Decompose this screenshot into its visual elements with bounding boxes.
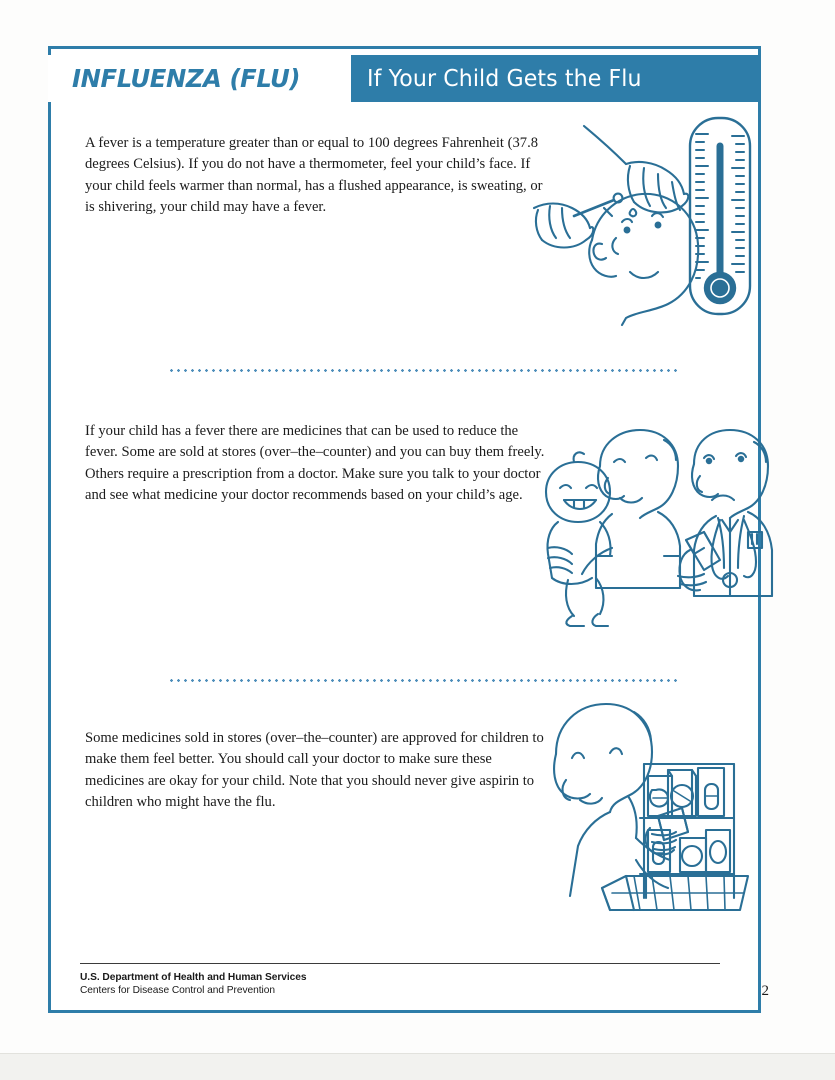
banner-title-block	[48, 55, 351, 102]
section-paragraph: Some medicines sold in stores (over–the–counter) are approved for children to make them feel better. You should call your doctor to make sure these medicines are okay for your child. Note that you should never give aspirin to children who might have the flu.	[85, 729, 544, 811]
section-paragraph: If your child has a fever there are medicines that can be used to reduce the fever. Some are sold at stores (over–the–counter) and you can buy them freely. Others require a prescription from a doctor. Make sure you talk to your doctor and see what medicine your doctor recommends based on your child’s age.	[85, 422, 545, 504]
footer-divider-rule	[80, 963, 720, 964]
parent-baby-doctor-illustration	[508, 428, 783, 633]
banner-subtitle-block	[351, 55, 761, 102]
footer-agency-name: U.S. Department of Health and Human Services	[80, 972, 307, 983]
pharmacy-shelf-shopper-illustration	[540, 698, 790, 920]
section-divider	[168, 679, 678, 682]
page-number: 2	[761, 983, 769, 999]
page-title: INFLUENZA (FLU)	[72, 64, 301, 93]
footer-agency-block	[80, 971, 307, 997]
section-divider	[168, 369, 678, 372]
footer-subagency-name: Centers for Disease Control and Prevention	[80, 985, 275, 996]
page-subtitle: If Your Child Gets the Flu	[367, 65, 642, 92]
section-paragraph: A fever is a temperature greater than or equal to 100 degrees Fahrenheit (37.8 degrees Celsius). If you do not have a thermometer, feel your child’s face. If your child feels warmer than normal, has a flushed appearance, is sweating, or is shivering, your child may have a fever.	[85, 134, 543, 216]
page-header-banner	[48, 55, 761, 102]
scan-edge-artifact	[0, 1053, 835, 1080]
child-forehead-thermometer-illustration	[530, 112, 770, 327]
